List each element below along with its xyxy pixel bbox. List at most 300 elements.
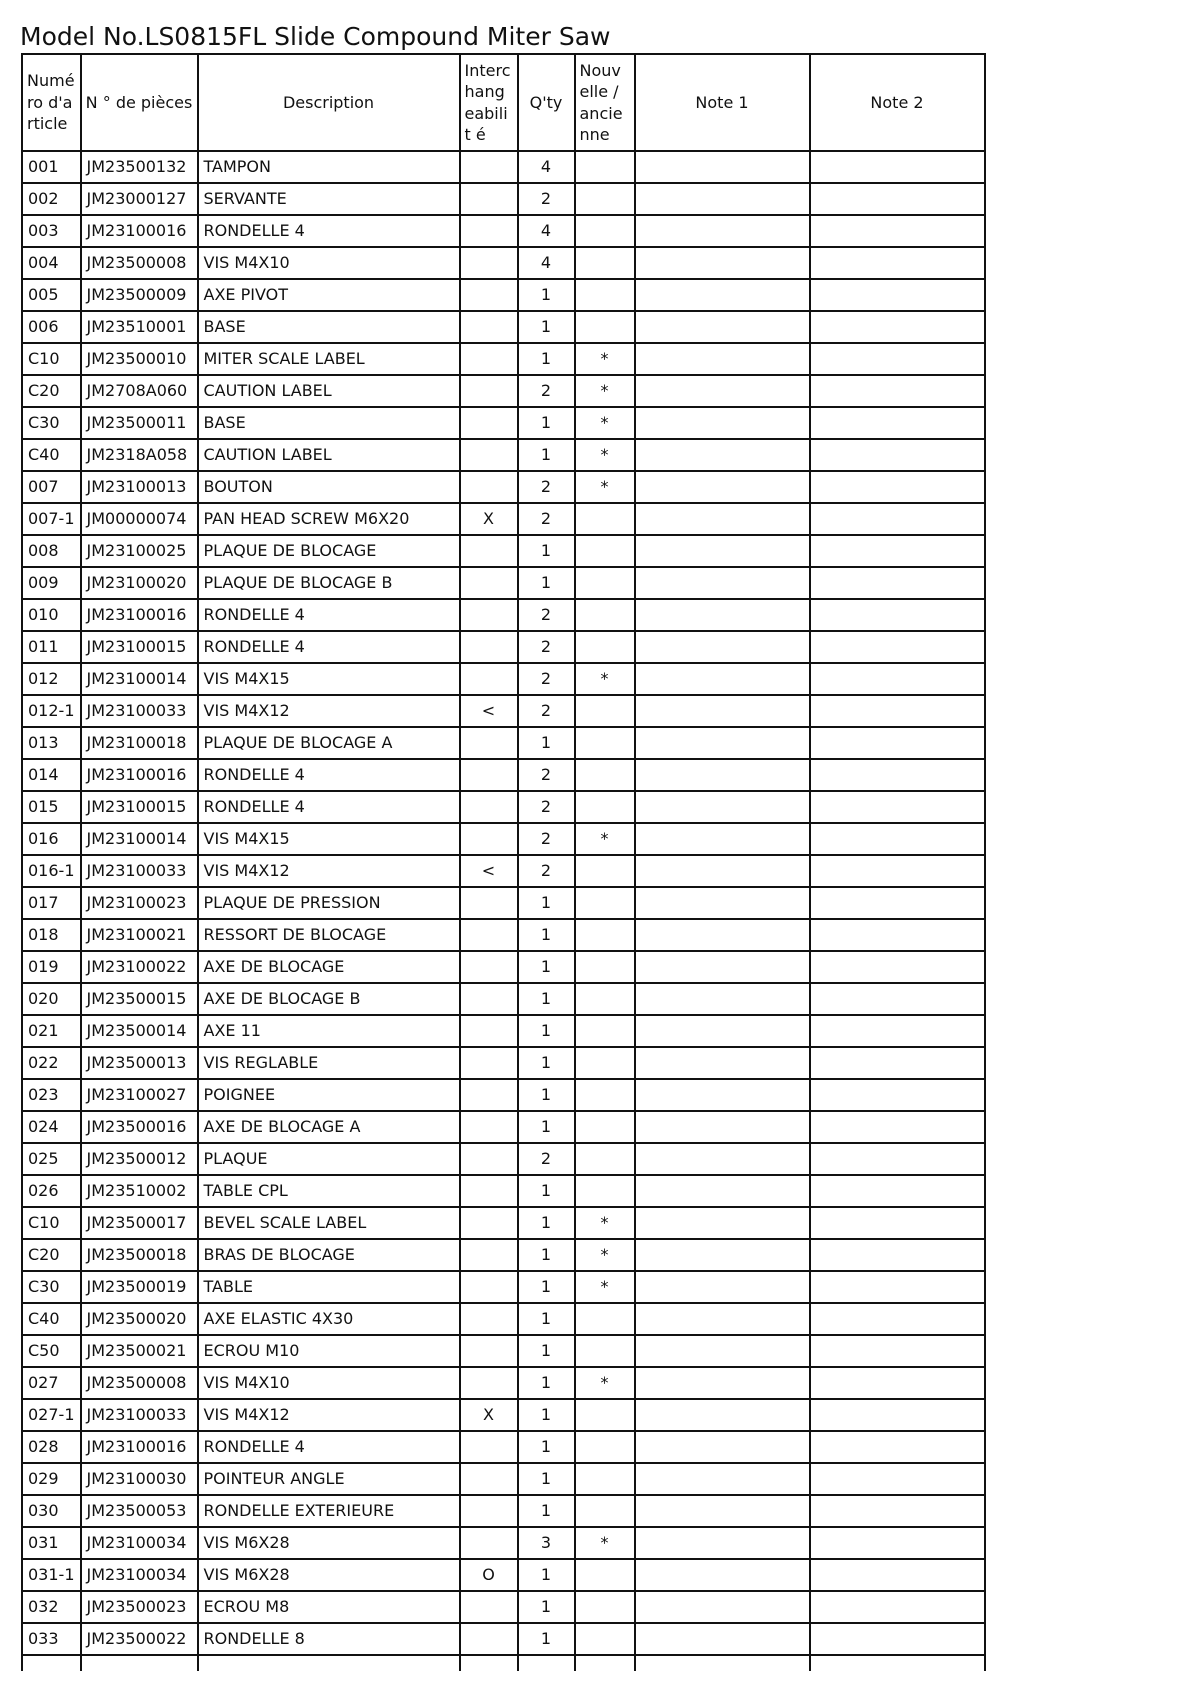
description-cell: RONDELLE 4 [198,599,460,631]
note-1-cell [635,951,810,983]
note-2-cell [810,1431,985,1463]
item-number-cell: C40 [22,439,81,471]
interchangeability-cell [460,759,518,791]
quantity-cell: 2 [518,823,575,855]
note-1-cell [635,1207,810,1239]
interchangeability-cell [460,215,518,247]
note-1-cell [635,1175,810,1207]
part-number-cell: JM23500022 [81,1623,198,1655]
new-old-cell [575,1559,635,1591]
part-number-cell: JM23510001 [81,311,198,343]
item-number-cell: 004 [22,247,81,279]
item-number-cell: 009 [22,567,81,599]
part-number-cell: JM23100020 [81,567,198,599]
interchangeability-cell [460,535,518,567]
new-old-cell [575,1463,635,1495]
quantity-cell: 2 [518,503,575,535]
new-old-cell [575,887,635,919]
item-number-cell: 017 [22,887,81,919]
description-cell: PLAQUE DE BLOCAGE A [198,727,460,759]
part-number-cell: JM23500021 [81,1335,198,1367]
quantity-cell: 1 [518,983,575,1015]
new-old-cell: * [575,1527,635,1559]
interchangeability-cell [460,1463,518,1495]
quantity-cell: 1 [518,1623,575,1655]
quantity-cell: 1 [518,1399,575,1431]
note-1-cell [635,567,810,599]
description-cell [198,1655,460,1671]
description-cell: CAUTION LABEL [198,375,460,407]
interchangeability-cell: < [460,855,518,887]
new-old-cell [575,1335,635,1367]
note-2-cell [810,183,985,215]
note-2-cell [810,599,985,631]
table-row [22,759,985,791]
note-2-cell [810,1015,985,1047]
note-2-cell [810,503,985,535]
interchangeability-cell [460,407,518,439]
item-number-cell: 013 [22,727,81,759]
interchangeability-cell [460,1207,518,1239]
interchangeability-cell [460,791,518,823]
part-number-cell: JM00000074 [81,503,198,535]
new-old-cell [575,1591,635,1623]
description-cell: POINTEUR ANGLE [198,1463,460,1495]
item-number-cell: 015 [22,791,81,823]
part-number-cell: JM23100014 [81,663,198,695]
description-cell: VIS M4X12 [198,1399,460,1431]
quantity-cell: 1 [518,1335,575,1367]
quantity-cell: 4 [518,215,575,247]
interchangeability-cell [460,1015,518,1047]
quantity-cell: 1 [518,951,575,983]
note-2-cell [810,1399,985,1431]
part-number-cell: JM23500017 [81,1207,198,1239]
item-number-cell: 011 [22,631,81,663]
note-1-cell [635,1463,810,1495]
note-1-cell [635,1271,810,1303]
part-number-cell: JM23100013 [81,471,198,503]
item-number-cell: 010 [22,599,81,631]
new-old-cell [575,1495,635,1527]
part-number-cell: JM23100027 [81,1079,198,1111]
note-2-cell [810,855,985,887]
note-1-cell [635,183,810,215]
note-2-cell [810,727,985,759]
part-number-cell: JM23100033 [81,855,198,887]
item-number-cell: 007 [22,471,81,503]
description-cell: RONDELLE 4 [198,759,460,791]
description-cell: BRAS DE BLOCAGE [198,1239,460,1271]
part-number-cell: JM23100030 [81,1463,198,1495]
item-number-cell: 030 [22,1495,81,1527]
item-number-cell: 026 [22,1175,81,1207]
table-row [22,279,985,311]
item-number-cell: 016 [22,823,81,855]
description-cell: TABLE [198,1271,460,1303]
table-row [22,1591,985,1623]
note-2-cell [810,1463,985,1495]
note-2-cell [810,1655,985,1671]
quantity-cell: 2 [518,375,575,407]
interchangeability-cell [460,1431,518,1463]
column-header-quantity: Q'ty [518,54,575,151]
item-number-cell: 001 [22,151,81,183]
note-2-cell [810,983,985,1015]
quantity-cell: 2 [518,471,575,503]
note-2-cell [810,1239,985,1271]
new-old-cell [575,1047,635,1079]
parts-table-body [22,151,985,1671]
note-1-cell [635,151,810,183]
item-number-cell: 025 [22,1143,81,1175]
table-row [22,1079,985,1111]
quantity-cell: 1 [518,1207,575,1239]
quantity-cell: 1 [518,919,575,951]
column-header-description: Description [198,54,460,151]
description-cell: PLAQUE DE PRESSION [198,887,460,919]
part-number-cell: JM23500012 [81,1143,198,1175]
quantity-cell: 1 [518,1559,575,1591]
quantity-cell: 1 [518,1463,575,1495]
new-old-cell [575,503,635,535]
part-number-cell: JM23500008 [81,1367,198,1399]
note-1-cell [635,599,810,631]
description-cell: VIS M4X10 [198,247,460,279]
new-old-cell: * [575,471,635,503]
interchangeability-cell [460,311,518,343]
interchangeability-cell [460,1495,518,1527]
note-2-cell [810,215,985,247]
note-2-cell [810,1527,985,1559]
table-row [22,343,985,375]
interchangeability-cell [460,599,518,631]
part-number-cell: JM23100023 [81,887,198,919]
item-number-cell: 029 [22,1463,81,1495]
table-row [22,1143,985,1175]
item-number-cell: C20 [22,1239,81,1271]
description-cell: RONDELLE 4 [198,1431,460,1463]
quantity-cell: 2 [518,663,575,695]
interchangeability-cell [460,439,518,471]
description-cell: RONDELLE 4 [198,791,460,823]
table-row [22,1367,985,1399]
item-number-cell: 003 [22,215,81,247]
table-row [22,407,985,439]
description-cell: PAN HEAD SCREW M6X20 [198,503,460,535]
description-cell: SERVANTE [198,183,460,215]
item-number-cell: 018 [22,919,81,951]
new-old-cell [575,1623,635,1655]
part-number-cell: JM23500015 [81,983,198,1015]
quantity-cell: 1 [518,1175,575,1207]
new-old-cell: * [575,1239,635,1271]
note-2-cell [810,311,985,343]
new-old-cell [575,727,635,759]
table-row [22,1623,985,1655]
quantity-cell: 1 [518,1111,575,1143]
part-number-cell: JM23100015 [81,791,198,823]
item-number-cell: 008 [22,535,81,567]
interchangeability-cell [460,1271,518,1303]
column-header-part-number: N ° de pièces [81,54,198,151]
interchangeability-cell [460,663,518,695]
table-row [22,1431,985,1463]
new-old-cell [575,759,635,791]
part-number-cell: JM23100016 [81,599,198,631]
new-old-cell: * [575,1367,635,1399]
note-1-cell [635,983,810,1015]
note-1-cell [635,311,810,343]
new-old-cell [575,1143,635,1175]
note-1-cell [635,1623,810,1655]
note-1-cell [635,1335,810,1367]
part-number-cell: JM23500011 [81,407,198,439]
new-old-cell [575,535,635,567]
quantity-cell: 2 [518,631,575,663]
table-row [22,983,985,1015]
note-1-cell [635,503,810,535]
note-1-cell [635,1527,810,1559]
note-1-cell [635,887,810,919]
interchangeability-cell [460,727,518,759]
column-header-interchangeability: Interc hang eabilit é [460,54,518,151]
part-number-cell: JM23500019 [81,1271,198,1303]
new-old-cell [575,1399,635,1431]
part-number-cell: JM23500008 [81,247,198,279]
new-old-cell [575,695,635,727]
description-cell: VIS M4X12 [198,695,460,727]
note-2-cell [810,791,985,823]
new-old-cell [575,151,635,183]
note-2-cell [810,567,985,599]
quantity-cell: 1 [518,1495,575,1527]
interchangeability-cell [460,1175,518,1207]
item-number-cell: 022 [22,1047,81,1079]
note-2-cell [810,343,985,375]
note-2-cell [810,1623,985,1655]
description-cell: BEVEL SCALE LABEL [198,1207,460,1239]
description-cell: VIS REGLABLE [198,1047,460,1079]
note-2-cell [810,535,985,567]
quantity-cell: 2 [518,695,575,727]
item-number-cell: 012 [22,663,81,695]
note-2-cell [810,375,985,407]
quantity-cell: 1 [518,887,575,919]
note-1-cell [635,1111,810,1143]
part-number-cell: JM23100016 [81,759,198,791]
note-2-cell [810,1495,985,1527]
quantity-cell: 1 [518,567,575,599]
table-row [22,1463,985,1495]
table-row [22,1655,985,1671]
quantity-cell: 1 [518,1047,575,1079]
interchangeability-cell [460,343,518,375]
new-old-cell: * [575,823,635,855]
table-row [22,535,985,567]
new-old-cell [575,1655,635,1671]
description-cell: VIS M4X15 [198,823,460,855]
note-1-cell [635,919,810,951]
note-1-cell [635,727,810,759]
item-number-cell: 033 [22,1623,81,1655]
note-1-cell [635,1303,810,1335]
table-row [22,887,985,919]
item-number-cell [22,1655,81,1671]
note-1-cell [635,1143,810,1175]
new-old-cell [575,1431,635,1463]
note-1-cell [635,1367,810,1399]
table-row [22,695,985,727]
table-row [22,439,985,471]
table-row [22,1271,985,1303]
column-header-note-2: Note 2 [810,54,985,151]
note-1-cell [635,663,810,695]
description-cell: VIS M6X28 [198,1559,460,1591]
item-number-cell: C50 [22,1335,81,1367]
quantity-cell: 1 [518,407,575,439]
part-number-cell: JM23100022 [81,951,198,983]
description-cell: AXE 11 [198,1015,460,1047]
note-2-cell [810,1047,985,1079]
note-1-cell [635,791,810,823]
quantity-cell: 2 [518,855,575,887]
table-row [22,1527,985,1559]
new-old-cell [575,215,635,247]
new-old-cell [575,247,635,279]
note-1-cell [635,343,810,375]
page-title: Model No.LS0815FL Slide Compound Miter Saw [20,22,611,51]
part-number-cell: JM23100034 [81,1559,198,1591]
quantity-cell: 2 [518,791,575,823]
interchangeability-cell: X [460,1399,518,1431]
new-old-cell: * [575,1271,635,1303]
description-cell: RESSORT DE BLOCAGE [198,919,460,951]
part-number-cell: JM23100015 [81,631,198,663]
note-1-cell [635,1559,810,1591]
item-number-cell: 014 [22,759,81,791]
note-1-cell [635,631,810,663]
table-row [22,663,985,695]
table-row [22,1335,985,1367]
note-2-cell [810,631,985,663]
item-number-cell: 032 [22,1591,81,1623]
note-2-cell [810,1367,985,1399]
quantity-cell: 1 [518,1303,575,1335]
table-row [22,311,985,343]
table-row [22,1015,985,1047]
table-row [22,151,985,183]
item-number-cell: C10 [22,343,81,375]
part-number-cell: JM23500018 [81,1239,198,1271]
part-number-cell: JM23500132 [81,151,198,183]
item-number-cell: C30 [22,407,81,439]
new-old-cell [575,919,635,951]
description-cell: VIS M4X10 [198,1367,460,1399]
note-1-cell [635,215,810,247]
note-2-cell [810,951,985,983]
item-number-cell: 007-1 [22,503,81,535]
interchangeability-cell [460,1239,518,1271]
column-header-note-1: Note 1 [635,54,810,151]
item-number-cell: C40 [22,1303,81,1335]
item-number-cell: 024 [22,1111,81,1143]
note-1-cell [635,375,810,407]
column-header-new-old: Nouv elle / ancie nne [575,54,635,151]
table-row [22,1399,985,1431]
new-old-cell [575,567,635,599]
new-old-cell [575,631,635,663]
note-1-cell [635,407,810,439]
note-2-cell [810,1335,985,1367]
quantity-cell: 1 [518,1015,575,1047]
interchangeability-cell [460,1143,518,1175]
new-old-cell: * [575,439,635,471]
interchangeability-cell [460,631,518,663]
part-number-cell: JM23100021 [81,919,198,951]
description-cell: AXE PIVOT [198,279,460,311]
quantity-cell [518,1655,575,1671]
description-cell: RONDELLE 8 [198,1623,460,1655]
note-2-cell [810,407,985,439]
description-cell: CAUTION LABEL [198,439,460,471]
part-number-cell: JM23100016 [81,215,198,247]
note-1-cell [635,695,810,727]
table-row [22,183,985,215]
table-row [22,791,985,823]
part-number-cell: JM23100033 [81,695,198,727]
item-number-cell: 005 [22,279,81,311]
item-number-cell: 031 [22,1527,81,1559]
part-number-cell: JM23100016 [81,1431,198,1463]
note-1-cell [635,1047,810,1079]
note-2-cell [810,1591,985,1623]
table-row [22,215,985,247]
part-number-cell: JM23100014 [81,823,198,855]
item-number-cell: C20 [22,375,81,407]
table-row [22,1303,985,1335]
item-number-cell: 027-1 [22,1399,81,1431]
interchangeability-cell [460,375,518,407]
note-1-cell [635,535,810,567]
part-number-cell: JM23500020 [81,1303,198,1335]
table-row [22,471,985,503]
part-number-cell: JM23100033 [81,1399,198,1431]
table-row [22,1175,985,1207]
interchangeability-cell [460,1079,518,1111]
interchangeability-cell [460,823,518,855]
new-old-cell: * [575,375,635,407]
part-number-cell: JM2708A060 [81,375,198,407]
part-number-cell: JM23500016 [81,1111,198,1143]
item-number-cell: 027 [22,1367,81,1399]
quantity-cell: 2 [518,759,575,791]
table-row [22,375,985,407]
note-2-cell [810,151,985,183]
item-number-cell: 016-1 [22,855,81,887]
quantity-cell: 1 [518,727,575,759]
item-number-cell: 002 [22,183,81,215]
note-2-cell [810,439,985,471]
note-2-cell [810,759,985,791]
table-header-row [22,54,985,151]
quantity-cell: 1 [518,311,575,343]
part-number-cell: JM23500053 [81,1495,198,1527]
note-1-cell [635,1591,810,1623]
note-2-cell [810,1079,985,1111]
description-cell: RONDELLE 4 [198,631,460,663]
table-row [22,599,985,631]
